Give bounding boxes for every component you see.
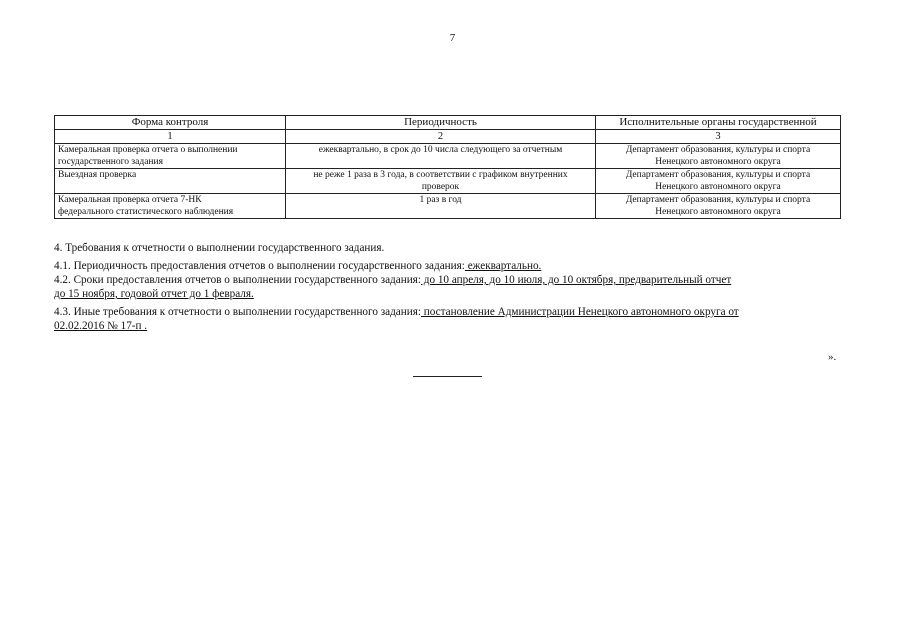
form-cell [55,144,286,169]
other-requirements-paragraph [54,305,739,319]
other-requirements-label: 4.3. Иные требования к отчетности о выполнении государственного задания: [54,306,421,318]
other-requirements-value-continued: 02.02.2016 № 17-п . [54,320,148,332]
body-cell [596,194,841,219]
other-requirements-continued [54,319,147,333]
periodicity-value: ежеквартально. [464,260,542,272]
cell-line: не реже 1 раза в 3 года, в соответствии с графиком внутренних [313,170,568,180]
column-number-row [55,130,841,144]
cell-line: Ненецкого автономного округа [655,157,781,167]
closing-quote: ». [828,351,837,363]
form-cell [55,169,286,194]
cell-line: государственного задания [58,157,163,167]
deadlines-paragraph [54,273,731,287]
cell-line: Камеральная проверка отчета о выполнении [58,145,238,155]
periodicity-cell [286,194,596,219]
cell-line: 1 раз в год [419,195,462,205]
cell-line: Департамент образования, культуры и спорта [625,195,811,205]
control-table [54,115,841,219]
body-cell [596,144,841,169]
cell-line: Ненецкого автономного округа [655,207,781,217]
cell-line: Выездная проверка [58,170,137,180]
header-periodicity: Периодичность [286,116,596,130]
cell-line: Департамент образования, культуры и спорта [625,145,811,155]
cell-line: Камеральная проверка отчета 7-НК [58,195,202,205]
page-number: 7 [449,32,456,44]
header-executive-body: Исполнительные органы государственной [596,116,841,130]
periodicity-paragraph [54,259,541,273]
cell-line: федерального статистического наблюдения [58,207,234,217]
header-form: Форма контроля [55,116,286,130]
table-row [55,144,841,169]
requirements-heading: 4. Требования к отчетности о выполнении государственного задания. [54,242,385,254]
column-number: 3 [596,130,841,144]
cell-line: Департамент образования, культуры и спорта [625,170,811,180]
periodicity-cell [286,169,596,194]
deadlines-value: до 10 апреля, до 10 июля, до 10 октября, предварительный отчет [420,274,732,286]
table-row [55,169,841,194]
deadlines-paragraph-continued [54,287,254,301]
periodicity-label: 4.1. Периодичность предоставления отчетов о выполнении государственного задания: [54,260,465,272]
deadlines-label: 4.2. Сроки предоставления отчетов о выполнении государственного задания: [54,274,421,286]
other-requirements-value: постановление Администрации Ненецкого автономного округа от [421,306,739,318]
table-row [55,194,841,219]
body-cell [596,169,841,194]
deadlines-value-continued: до 15 ноября, годовой отчет до 1 февраля. [54,288,254,300]
cell-line: Ненецкого автономного округа [655,182,781,192]
cell-line: ежеквартально, в срок до 10 числа следующего за отчетным [318,145,563,155]
column-number: 1 [55,130,286,144]
section-divider [413,376,482,377]
column-number: 2 [286,130,596,144]
form-cell [55,194,286,219]
table-header-row [55,116,841,130]
periodicity-cell [286,144,596,169]
cell-line: проверок [421,182,460,192]
